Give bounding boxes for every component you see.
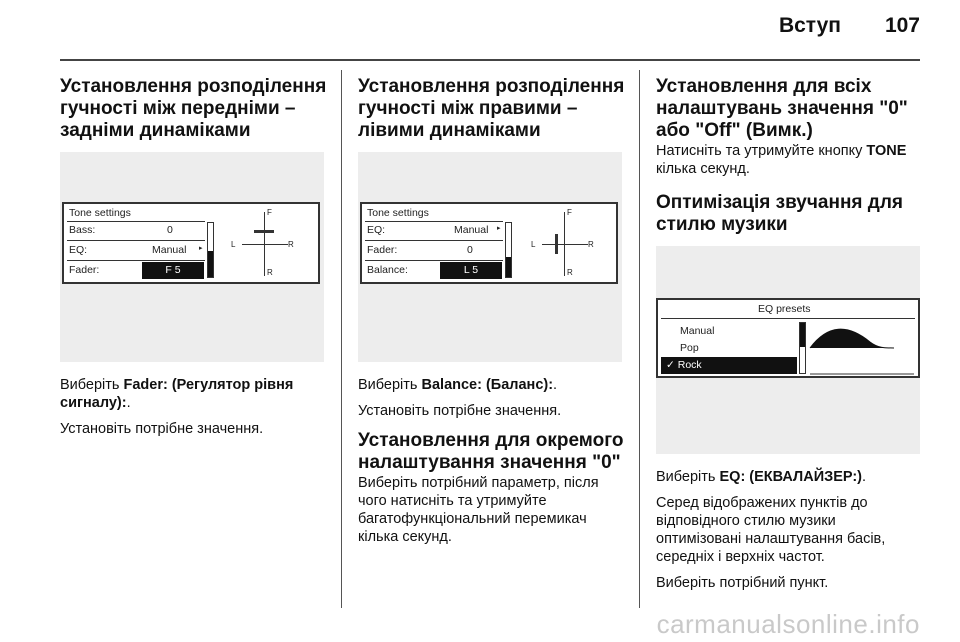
screen-title: Tone settings xyxy=(69,207,131,219)
watermark: carmanualsonline.info xyxy=(656,609,920,639)
fader-marker xyxy=(254,230,274,233)
balance-screen-figure xyxy=(358,152,622,362)
column-presets xyxy=(656,76,924,592)
balance-value-selected[interactable]: L 5 xyxy=(440,262,502,279)
eq-description: Серед відображених пунктів до відповідного стилю музики оптимізовані налаштування басів, середніх і верхніх частот. xyxy=(656,495,886,565)
balance-instruction: Виберіть Balance: (Баланс):. xyxy=(358,377,558,393)
eq-value: Manual xyxy=(454,224,489,236)
page-number: 107 xyxy=(884,14,920,37)
bass-label: Bass: xyxy=(69,224,96,236)
preset-rock-selected[interactable]: ✓ Rock xyxy=(661,357,797,374)
eq-value: Manual xyxy=(152,244,187,256)
eq-label: EQ: xyxy=(367,224,386,236)
fader-value-selected[interactable]: F 5 xyxy=(142,262,204,279)
scrollbar[interactable] xyxy=(207,222,214,278)
column-balance xyxy=(358,76,626,546)
scrollbar[interactable] xyxy=(505,222,512,278)
eq-select-item: Виберіть потрібний пункт. xyxy=(656,575,829,591)
column-divider xyxy=(341,70,342,608)
fader-value: 0 xyxy=(467,244,473,256)
cross-label-left: L xyxy=(531,240,536,249)
cross-label-front: F xyxy=(567,208,572,217)
fader-label: Fader: xyxy=(69,264,100,276)
cross-label-right: R xyxy=(588,240,594,249)
balance-set-value: Установіть потрібне значення. xyxy=(358,403,562,419)
screen-title: EQ presets xyxy=(758,303,811,315)
reset-single-text: Виберіть потрібний параметр, після чого натисніть та утримуйте багатофункціональний перемикач кілька секунд. xyxy=(358,475,599,545)
eq-label: EQ: xyxy=(69,244,88,256)
cross-horizontal xyxy=(542,244,588,245)
reset-all-text: Натисніть та утримуйте кнопку TONE кілька секунд. xyxy=(656,143,907,177)
cross-label-left: L xyxy=(231,240,236,249)
balance-label: Balance: xyxy=(367,264,408,276)
scrollbar-thumb xyxy=(506,257,511,277)
header-rule xyxy=(60,59,920,61)
scrollbar-thumb xyxy=(800,323,805,347)
fader-instruction: Виберіть Fader: (Регулятор рівня сигналу):. xyxy=(60,377,294,411)
preset-manual[interactable]: Manual xyxy=(680,325,715,337)
balance-lcd-screen xyxy=(360,202,618,284)
balance-heading: Установлення розподілення гучності між правими – лівими динаміками xyxy=(358,76,625,141)
bass-value: 0 xyxy=(167,224,173,236)
eq-instruction: Виберіть EQ: (ЕКВАЛАЙЗЕР:). xyxy=(656,469,867,485)
column-fader xyxy=(60,76,328,438)
preset-pop[interactable]: Pop xyxy=(680,342,699,354)
fader-screen-figure xyxy=(60,152,324,362)
fader-label: Fader: xyxy=(367,244,398,256)
fader-set-value: Установіть потрібне значення. xyxy=(60,421,264,437)
cross-horizontal xyxy=(242,244,288,245)
arrow-right-icon: ▸ xyxy=(199,245,203,252)
cross-label-rear: R xyxy=(567,268,573,277)
fader-lcd-screen xyxy=(62,202,320,284)
eq-optimize-heading: Оптимізація звучання для стилю музики xyxy=(656,192,904,235)
scrollbar[interactable] xyxy=(799,322,806,374)
scrollbar-thumb xyxy=(208,251,213,277)
section-title: Вступ xyxy=(778,14,841,37)
eq-presets-figure xyxy=(656,246,920,454)
cross-label-right: R xyxy=(288,240,294,249)
eq-presets-lcd-screen xyxy=(656,298,920,378)
arrow-right-icon: ▸ xyxy=(497,225,501,232)
reset-all-heading: Установлення для всіх налаштувань значення "0" або "Off" (Вимк.) xyxy=(656,76,908,141)
column-divider xyxy=(639,70,640,608)
fader-heading: Установлення розподілення гучності між передніми – задніми динаміками xyxy=(60,76,327,141)
cross-label-rear: R xyxy=(267,268,273,277)
reset-single-heading: Установлення для окремого налаштування значення "0" xyxy=(358,430,624,473)
balance-marker xyxy=(555,234,558,254)
screen-title: Tone settings xyxy=(367,207,429,219)
cross-label-front: F xyxy=(267,208,272,217)
eq-curve-graphic xyxy=(808,320,916,376)
check-icon: ✓ xyxy=(666,359,675,371)
page-header xyxy=(779,14,920,38)
